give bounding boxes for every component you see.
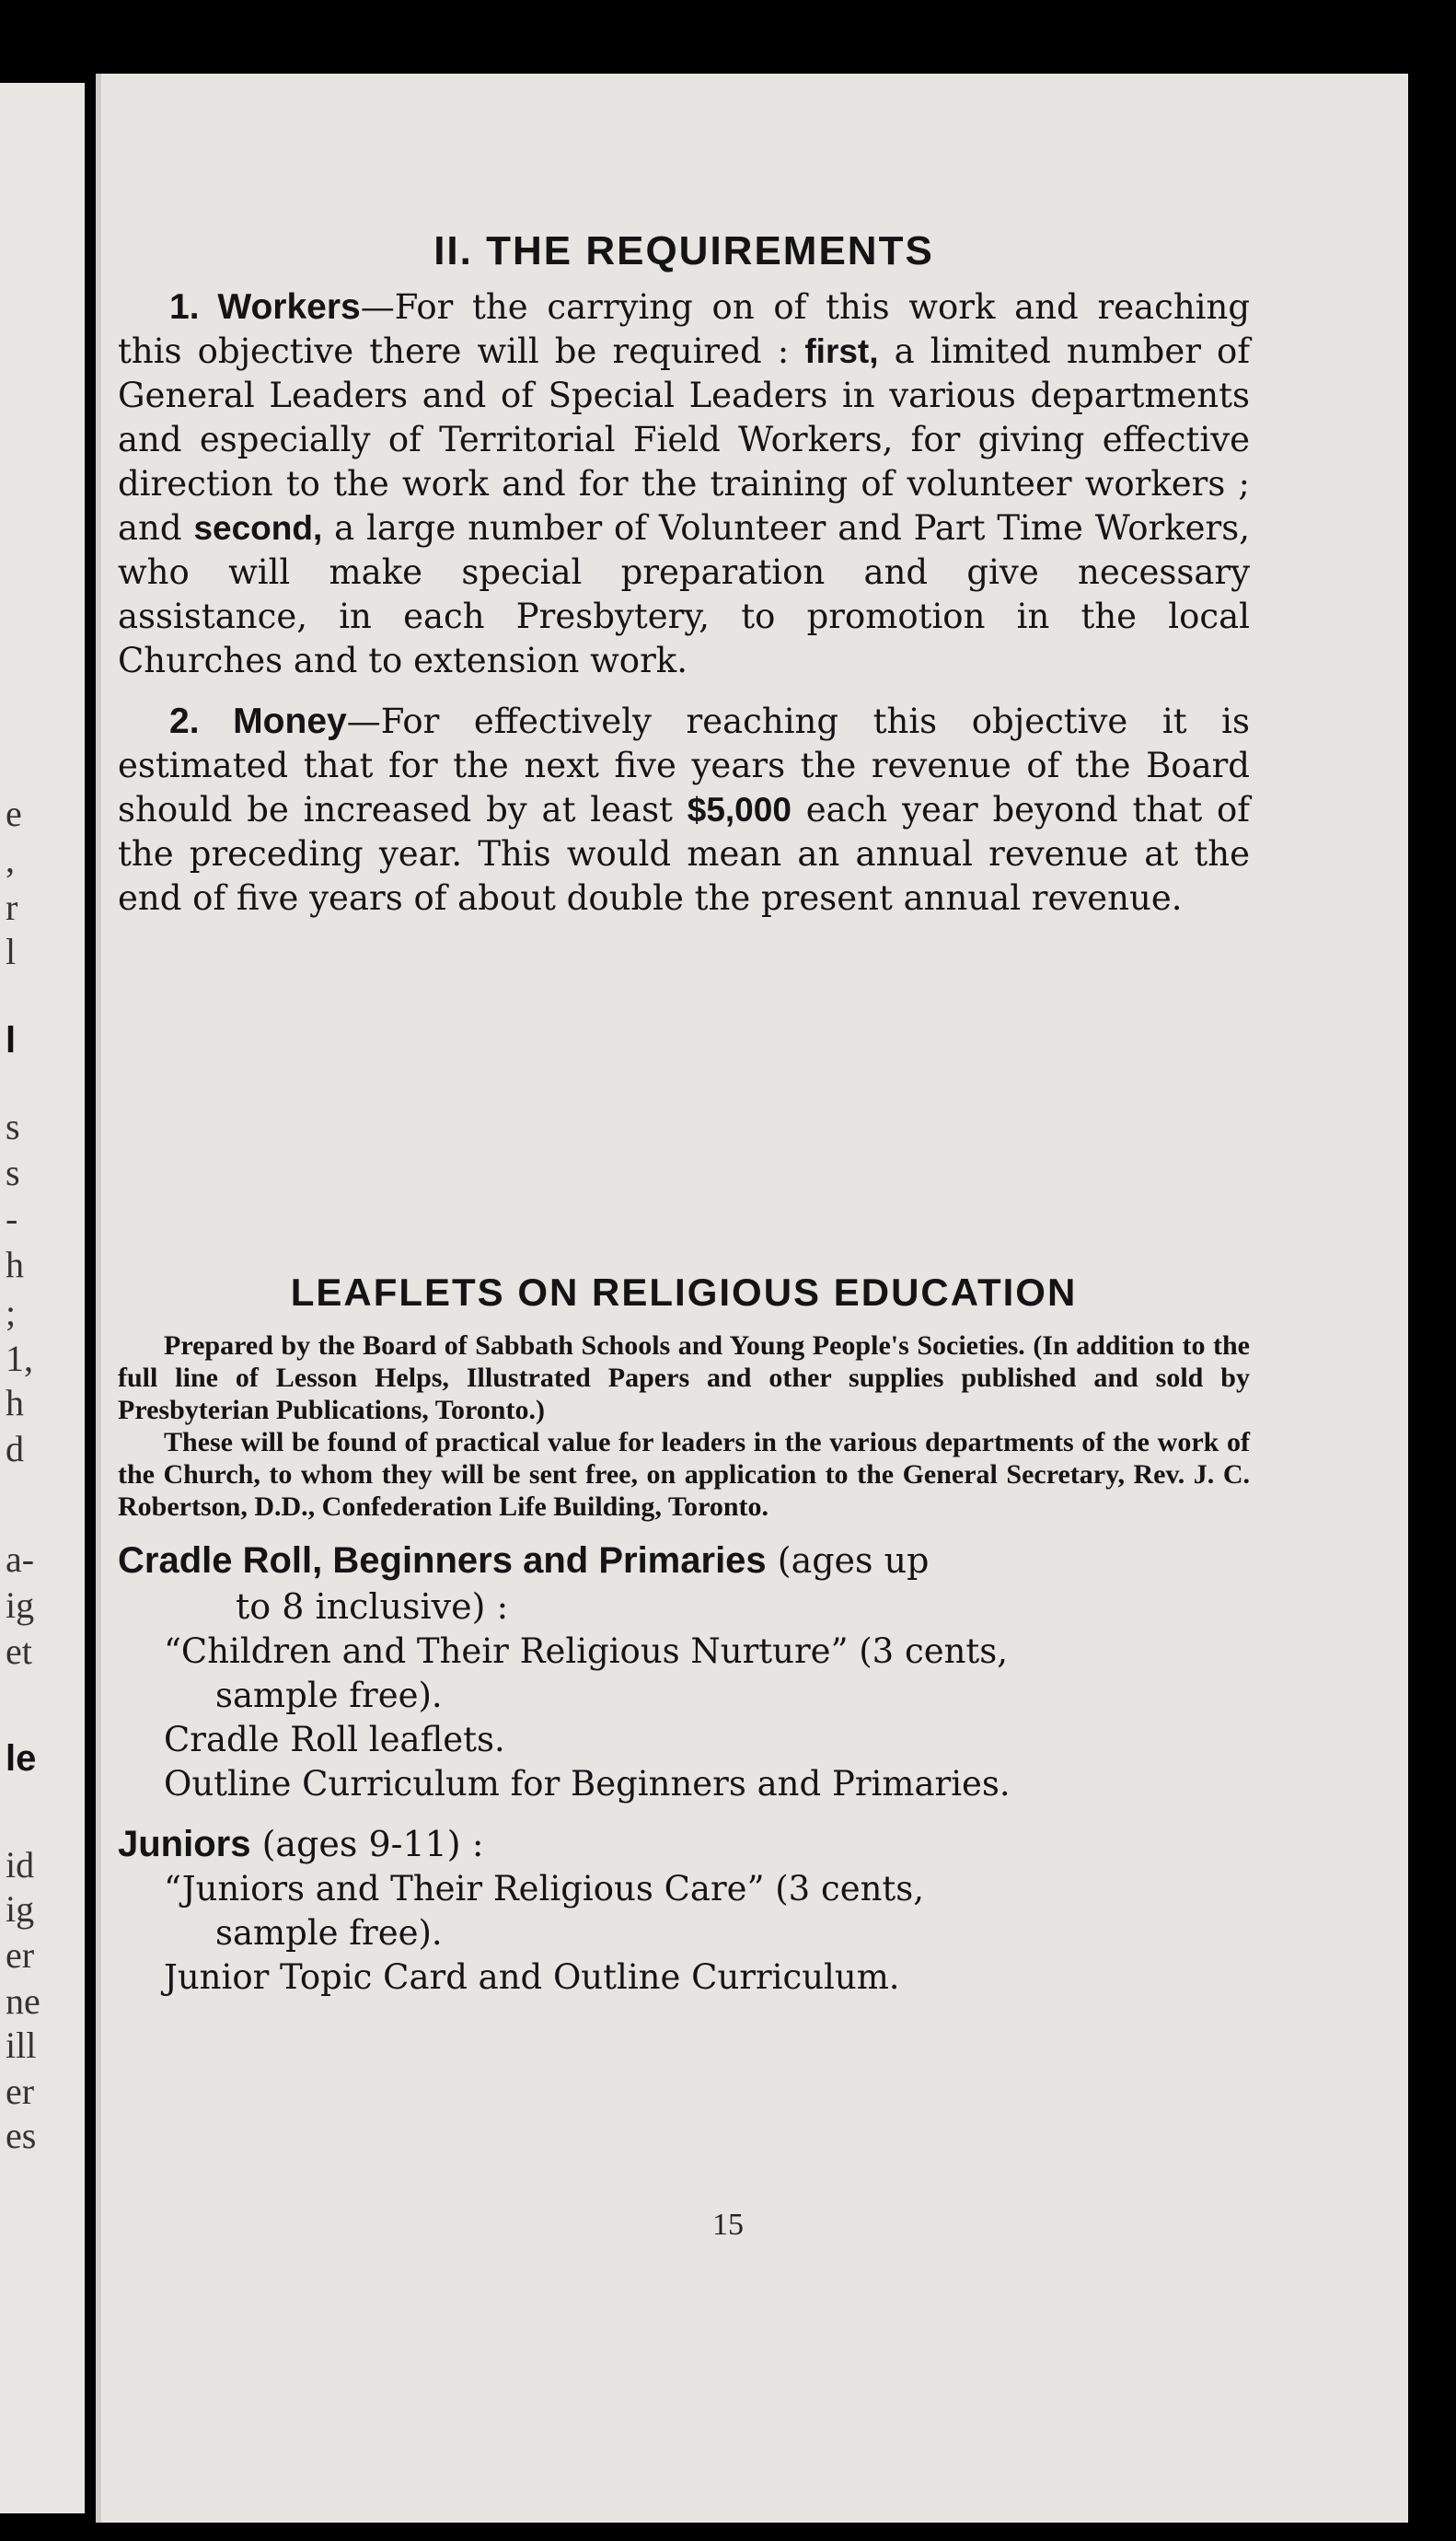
- facing-fragment: -: [6, 1198, 18, 1239]
- workers-text-3: a large number of Volunteer and Part Time Workers, who will make special preparation and give necessary assistance, in each Presbytery, to promotion in the local Churches and to extension work.: [118, 508, 1250, 680]
- leaflet-item-note: sample free).: [215, 1913, 443, 1953]
- leaflets-heading: LEAFLETS ON RELIGIOUS EDUCATION: [290, 1270, 1078, 1314]
- facing-fragment: id: [6, 1844, 35, 1885]
- facing-fragment: ,: [6, 839, 15, 880]
- facing-fragment: ne: [6, 1980, 40, 2022]
- facing-fragment: s: [6, 1152, 20, 1193]
- leaflet-item: Outline Curriculum for Beginners and Primaries.: [164, 1764, 1011, 1804]
- leaflet-item: Cradle Roll leaflets.: [164, 1720, 505, 1759]
- cradle-roll-group-name: Cradle Roll, Beginners and Primaries: [118, 1540, 767, 1581]
- workers-second: second,: [193, 509, 323, 547]
- leaflet-item: Junior Topic Card and Outline Curriculum.: [164, 1957, 900, 1997]
- facing-fragment: er: [6, 1934, 35, 1976]
- facing-fragment: 1,: [6, 1338, 33, 1379]
- facing-fragment: e: [6, 793, 22, 834]
- juniors-group-heading: [118, 1821, 1250, 1867]
- facing-fragment: ;: [6, 1292, 17, 1333]
- money-paragraph: [118, 700, 1250, 921]
- facing-fragment: ig: [6, 1888, 35, 1930]
- facing-fragment: le: [6, 1738, 37, 1779]
- page-inner-edge: [96, 74, 101, 2523]
- cradle-roll-ages-cont: to 8 inclusive) :: [236, 1586, 509, 1627]
- workers-text-2: a limited number of General Leaders and of Special Leaders in various departments and especially of Territorial Field Workers, for giving effective direction to the work and for the training of volunteer workers ; and: [118, 331, 1251, 548]
- leaflets-intro-1: Prepared by the Board of Sabbath Schools and Young People's Societies. (In addition to the full line of Lesson Helps, Illustrated Papers and other supplies published and sold by Presbyterian Publications, Toronto.): [118, 1330, 1250, 1425]
- workers-paragraph: [118, 285, 1250, 683]
- cradle-roll-ages: (ages up: [766, 1540, 930, 1581]
- money-lead: 2. Money: [169, 702, 347, 741]
- page-content: [118, 157, 1250, 2000]
- workers-lead: 1. Workers: [169, 287, 361, 327]
- leaflet-item: [118, 1867, 1250, 1955]
- facing-fragment: et: [6, 1630, 32, 1672]
- facing-fragment: l: [6, 931, 17, 972]
- leaflet-item-title: “Juniors and Their Religious Care” (3 cents,: [164, 1869, 925, 1909]
- requirements-heading: II. THE REQUIREMENTS: [433, 228, 934, 273]
- facing-page-edge: [0, 83, 85, 2513]
- leaflet-item-note: sample free).: [215, 1676, 443, 1715]
- facing-fragment: es: [6, 2115, 37, 2156]
- facing-fragment: s: [6, 1106, 20, 1147]
- leaflet-item-title: “Children and Their Religious Nurture” (3 cents,: [164, 1631, 1009, 1671]
- facing-fragment: h: [6, 1382, 24, 1423]
- cradle-roll-group-heading: [118, 1537, 1250, 1630]
- facing-fragment: ig: [6, 1584, 35, 1626]
- facing-fragment: a-: [6, 1538, 35, 1580]
- money-text-2: each year beyond that of the preceding year. This would mean an annual revenue at the end of five years of about double the present annual revenue.: [118, 790, 1250, 918]
- juniors-group-name: Juniors: [118, 1824, 251, 1864]
- facing-fragment: er: [6, 2071, 35, 2112]
- facing-fragment: d: [6, 1428, 24, 1469]
- money-amount: $5,000: [687, 791, 792, 829]
- facing-fragment: h: [6, 1244, 24, 1285]
- leaflets-intro-2: These will be found of practical value for leaders in the various departments of the work of the Church, to whom they will be sent free, on application to the General Secretary, Rev. J. C. Robertson, D.D., Confederation Life Building, Toronto.: [118, 1427, 1250, 1522]
- juniors-ages: (ages 9-11) :: [250, 1824, 484, 1864]
- leaflet-item: [118, 1630, 1250, 1718]
- workers-text-1: —For the carrying on of this work and reaching this objective there will be required :: [118, 287, 1251, 371]
- facing-fragment: ill: [6, 2025, 37, 2066]
- facing-fragment: r: [6, 887, 18, 928]
- page-number: 15: [712, 2208, 744, 2242]
- workers-first: first,: [804, 332, 879, 370]
- money-text-1: —For effectively reaching this objective it is estimated that for the next five years the revenue of the Board should be increased by at least: [118, 702, 1251, 830]
- facing-fragment: l: [6, 1020, 17, 1061]
